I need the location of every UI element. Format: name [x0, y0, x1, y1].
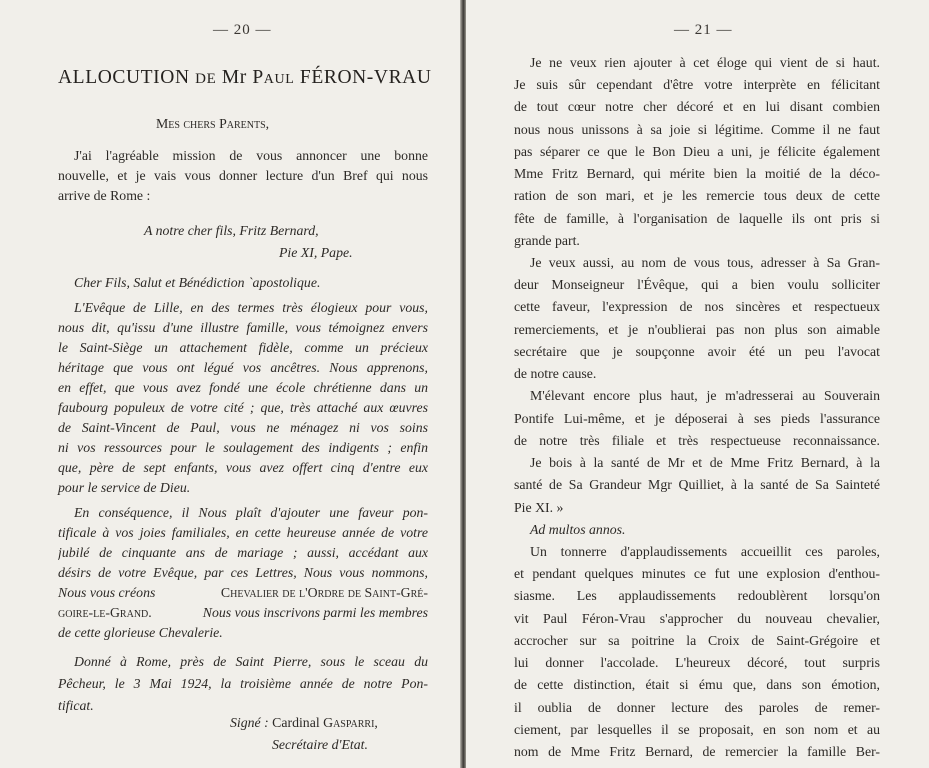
brief-line: [58, 583, 428, 603]
body-line: ration de son mari, et je les remercie tous deux de cette: [514, 188, 880, 203]
body-line: M'élevant encore plus haut, je m'adresserai au Souverain: [530, 388, 880, 403]
signed-title: Secrétaire d'Etat.: [272, 737, 368, 752]
brief-line: en effet, que vous avez fondé une école chrétienne dans un: [58, 380, 428, 395]
brief-line: désirs de votre Evêque, par ces Lettres, Nous vous nommons,: [58, 565, 428, 580]
brief-line: [58, 603, 428, 623]
narrative-line: nom de Mme Fritz Bernard, de remercier la famille Ber-: [514, 744, 880, 759]
narrative-line: de cette distinction, était si ému que, dans son émotion,: [514, 677, 880, 692]
narrative-line: et pendant quelques minutes ce fut une explosion d'enthou-: [514, 566, 880, 581]
narrative-line: vit Paul Féron-Vrau s'approcher du nouveau chevalier,: [514, 611, 880, 626]
intro-line: J'ai l'agréable mission de vous annoncer une bonne: [74, 148, 428, 163]
body-line: Je suis sûr cependant d'être votre interprète en félicitant: [514, 77, 880, 92]
brief-line: pour le service de Dieu.: [58, 480, 191, 495]
title-de: DE: [195, 71, 217, 87]
narrative-line: ciement, par lesquelles il se proposait, en son nom et au: [514, 722, 880, 737]
narrative-line: siasme. Les applaudissements redoublèrent lorsqu'on: [514, 588, 880, 603]
brief-line: de cette glorieuse Chevalerie.: [58, 625, 223, 640]
body-line: Pie XI. »: [514, 500, 564, 515]
body-line: Pontife Lui-même, et je déposerai à ses pieds l'assurance: [514, 411, 880, 426]
body-line: Je veux aussi, au nom de vous tous, adresser à Sa Gran-: [530, 255, 880, 270]
right-page: [466, 0, 929, 768]
brief-line: tificale à vos joies familiales, en cette heureuse année de votre: [58, 525, 428, 540]
brief-line: le Saint-Siège un attachement fidèle, comme un précieux: [58, 340, 428, 355]
brief-line: que, père de sept enfants, vous avez offert cinq d'entre eux: [58, 460, 428, 475]
signed-name: Cardinal: [272, 715, 320, 730]
signature-line: [230, 713, 378, 733]
body-line: pas séparer ce que le Bon Dieu a uni, je félicite également: [514, 144, 880, 159]
title-paul: Paul: [252, 67, 295, 88]
brief-line: jubilé de cinquante ans de mariage ; aussi, accédant aux: [58, 545, 428, 560]
body-line: fête de famille, à l'organisation de laquelle ils ont pris si: [514, 211, 880, 226]
right-page-number: — 21 —: [674, 22, 733, 38]
address-line: Pie XI, Pape.: [279, 245, 353, 260]
intro-line: arrive de Rome :: [58, 188, 151, 203]
given-line: Donné à Rome, près de Saint Pierre, sous le sceau du: [74, 654, 428, 669]
narrative-line: lui donner l'accolade. L'heureux décoré, tout surpris: [514, 655, 880, 670]
brief-line: faubourg populeux de votre cité ; que, très attaché aux œuvres: [58, 400, 428, 415]
order-name: Chevalier de l'Ordre de Saint-Gré-: [220, 585, 428, 600]
body-line: Mme Fritz Bernard, qui mérite bien la moitié de la déco-: [514, 166, 880, 181]
allocution-title: [58, 67, 432, 89]
given-line: Pêcheur, le 3 Mai 1924, la troisième année de notre Pon-: [58, 676, 428, 691]
salutation: Mes chers Parents,: [156, 116, 270, 131]
left-page: [0, 0, 462, 768]
brief-text: Nous vous inscrivons parmi les membres: [202, 605, 428, 620]
body-line: de notre cause.: [514, 366, 597, 381]
left-page-number: — 20 —: [213, 22, 272, 38]
body-line: de notre très filiale et très respectueuse reconnaissance.: [514, 433, 880, 448]
body-line: Je ne veux rien ajouter à cet éloge qui vient de si haut.: [530, 55, 880, 70]
brief-text: Nous vous créons: [58, 585, 156, 600]
signed-surname: Gasparri,: [323, 715, 378, 730]
body-line: secrétaire que je soupçonne avoir été un peu l'avocat: [514, 344, 880, 359]
brief-line: L'Evêque de Lille, en des termes très élogieux pour vous,: [74, 300, 428, 315]
body-line: Je bois à la santé de Mr et de Mme Fritz Bernard, à la: [530, 455, 880, 470]
body-line: deur Monseigneur l'Évêque, qui a bien voulu solliciter: [514, 277, 880, 292]
narrative-line: il oublia de donner lecture des paroles de remer-: [514, 700, 880, 715]
signed-label: Signé :: [230, 715, 269, 730]
body-line: grande part.: [514, 233, 580, 248]
title-main: ALLOCUTION: [58, 67, 190, 88]
body-line: santé de Sa Grandeur Mgr Quilliet, à la santé de Sa Sainteté: [514, 477, 880, 492]
brief-line: En conséquence, il Nous plaît d'ajouter une faveur pon-: [74, 505, 428, 520]
given-line: tificat.: [58, 698, 94, 713]
order-name: goire-le-Grand.: [58, 605, 152, 620]
title-name: FÉRON-VRAU: [299, 67, 432, 88]
body-line: cette faveur, l'expression de nos sincères et respectueux: [514, 299, 880, 314]
body-line: de tout cœur notre cher décoré et en lui disant combien: [514, 99, 880, 114]
intro-line: nouvelle, et je vais vous donner lecture d'un Bref qui nous: [58, 168, 428, 183]
brief-line: nous dit, qu'issu d'une illustre famille, vous témoignez envers: [58, 320, 428, 335]
title-mr: Mr: [221, 67, 247, 88]
brief-line: de Saint-Vincent de Paul, vous ne ménagez ni vos soins: [58, 420, 428, 435]
brief-line: ni vos ressources pour le soulagement des indigents ; enfin: [58, 440, 428, 455]
greeting: Cher Fils, Salut et Bénédiction `apostolique.: [74, 275, 321, 290]
narrative-line: accrocher sur sa poitrine la Croix de Saint-Grégoire et: [514, 633, 880, 648]
address-line: A notre cher fils, Fritz Bernard,: [144, 223, 319, 238]
toast: Ad multos annos.: [530, 522, 626, 537]
narrative-line: Un tonnerre d'applaudissements accueillit ces paroles,: [530, 544, 880, 559]
body-line: remerciements, et je n'oublierai pas non plus son aimable: [514, 322, 880, 337]
brief-line: héritage que vous ont légué vos ancêtres. Nous apprenons,: [58, 360, 428, 375]
body-line: nous nous unissons à sa joie si légitime. Comme il ne faut: [514, 122, 880, 137]
